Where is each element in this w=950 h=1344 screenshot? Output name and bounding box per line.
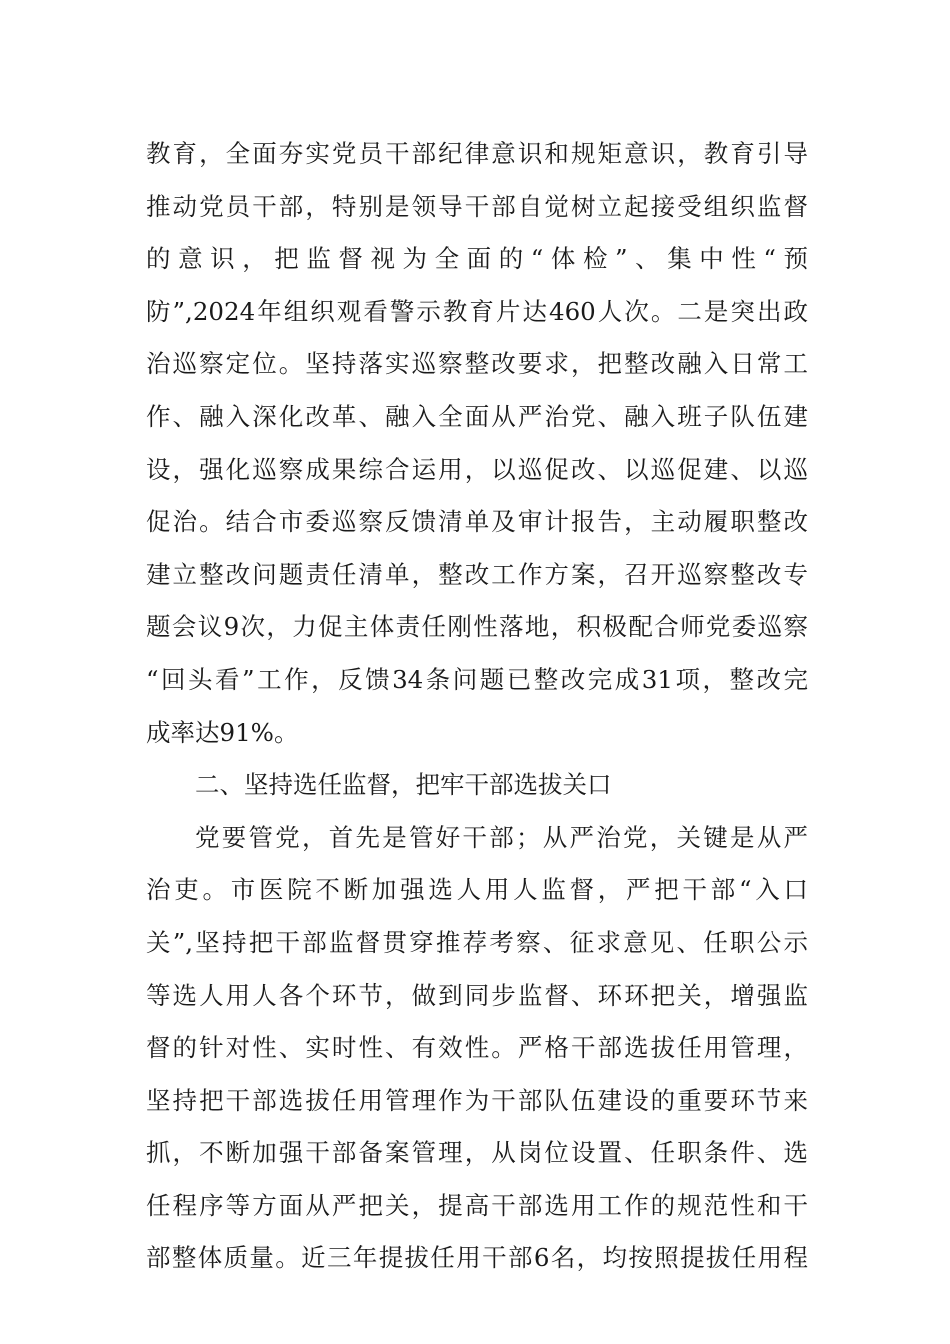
section-heading: 二、坚持选任监督，把牢干部选拔关口 bbox=[195, 770, 612, 800]
paragraph-education bbox=[146, 128, 808, 759]
text-line: 防”,2024年组织观看警示教育片达460人次。二是突出政 bbox=[146, 296, 808, 326]
text-line: 任程序等方面从严把关，提高干部选用工作的规范性和干 bbox=[146, 1190, 808, 1220]
text-line: 促治。结合市委巡察反馈清单及审计报告，主动履职整改 bbox=[146, 507, 808, 537]
text-line: 督的针对性、实时性、有效性。严格干部选拔任用管理， bbox=[146, 1033, 808, 1063]
text-line: 关”,坚持把干部监督贯穿推荐考察、征求意见、任职公示 bbox=[146, 927, 808, 957]
text-line: 设，强化巡察成果综合运用，以巡促改、以巡促建、以巡 bbox=[146, 454, 808, 484]
text-line: 建立整改问题责任清单，整改工作方案，召开巡察整改专 bbox=[146, 559, 808, 589]
text-line: 抓，不断加强干部备案管理，从岗位设置、任职条件、选 bbox=[146, 1138, 808, 1168]
document-body bbox=[146, 128, 808, 1285]
text-line: 的意识，把监督视为全面的“体检”、集中性“预 bbox=[146, 244, 808, 274]
text-line: 治吏。市医院不断加强选人用人监督，严把干部“入口 bbox=[146, 875, 808, 905]
text-line: 坚持把干部选拔任用管理作为干部队伍建设的重要环节来 bbox=[146, 1085, 808, 1115]
paragraph-cadre-selection bbox=[146, 812, 808, 1285]
text-line: 部整体质量。近三年提拔任用干部6名，均按照提拔任用程 bbox=[146, 1243, 808, 1273]
text-line: 题会议9次，力促主体责任刚性落地，积极配合师党委巡察 bbox=[146, 612, 808, 642]
text-line: 治巡察定位。坚持落实巡察整改要求，把整改融入日常工 bbox=[146, 349, 808, 379]
text-line: 党要管党，首先是管好干部；从严治党，关键是从严 bbox=[195, 822, 808, 852]
text-line: 教育，全面夯实党员干部纪律意识和规矩意识，教育引导 bbox=[146, 139, 808, 168]
text-line: 等选人用人各个环节，做到同步监督、环环把关，增强监 bbox=[146, 980, 808, 1010]
text-line: 推动党员干部，特别是领导干部自觉树立起接受组织监督 bbox=[146, 191, 808, 221]
text-line: “回头看”工作，反馈34条问题已整改完成31项，整改完 bbox=[146, 664, 808, 694]
text-line: 成率达91%。 bbox=[146, 717, 299, 747]
text-line: 作、融入深化改革、融入全面从严治党、融入班子队伍建 bbox=[146, 401, 808, 431]
